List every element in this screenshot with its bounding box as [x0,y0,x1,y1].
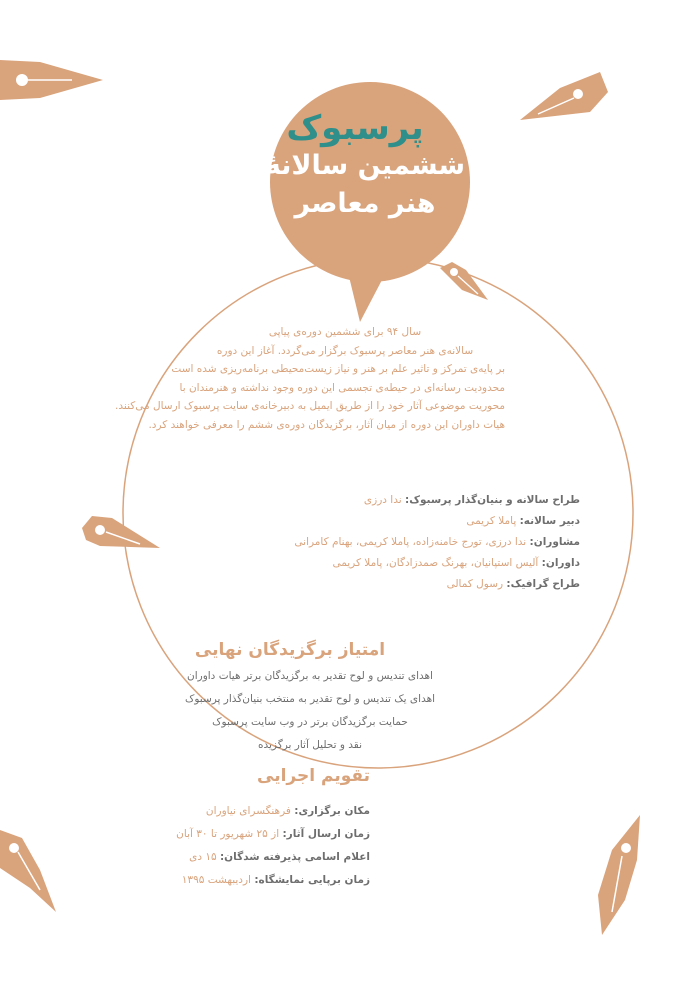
intro-line: محوریت موضوعی آثار خود را از طریق ایمیل به دبیرخانه‌ی سایت پرسبوک ارسال می‌کنند. [115,400,505,412]
pen-nib-icon-left-middle [82,516,160,548]
pen-nib-icon-circle-top [440,262,488,300]
credit-value: پاملا کریمی [466,515,517,527]
pen-nib-icon-top-right [520,72,608,120]
pen-nib-icon-top-left [0,60,103,100]
credit-row [320,490,580,511]
credit-row [320,553,580,574]
award-item: اهدای یک تندیس و لوح تقدیر به منتخب بنیان‌گذار پرسبوک [184,693,436,705]
schedule-row [160,846,370,869]
intro-line: سال ۹۴ برای ششمین دوره‌ی پیاپی [268,326,422,338]
schedule-value: از ۲۵ شهریور تا ۳۰ آبان [176,828,280,840]
pen-nib-icon-bottom-right [598,815,640,935]
schedule-row [160,823,370,846]
intro-paragraph [115,323,505,434]
credit-value: آلیس استپانیان، بهرنگ صمدزادگان، پاملا کریمی [332,557,539,569]
intro-line: محدودیت رسانه‌ای در حیطه‌ی تجسمی این دوره وجود نداشته و هنرمندان با [179,381,505,394]
award-item: اهدای تندیس و لوح تقدیر به برگزیدگان برتر هیات داوران [187,670,433,682]
credit-label: طراح سالانه و بنیان‌گذار پرسبوک: [405,494,580,506]
schedule-row [160,869,370,892]
schedule-value: ۱۵ دی [189,851,217,863]
schedule-heading: تقویم اجرایی [257,766,370,786]
intro-line: هیات داوران این دوره از میان آثار، برگزیدگان دوره‌ی ششم را معرفی خواهند کرد. [148,418,505,431]
awards-list [180,665,440,757]
brand-title: پرسبوک [286,108,424,148]
schedule-list [160,800,370,892]
schedule-label: مکان برگزاری: [294,805,370,817]
award-item: حمایت برگزیدگان برتر در وب سایت پرسبوک [212,716,408,728]
subtitle-line-2: هنر معاصر [294,188,436,219]
credit-row [294,532,580,553]
schedule-label: زمان برپایی نمایشگاه: [254,874,370,886]
intro-line: سالانه‌ی هنر معاصر پرسبوک برگزار می‌گردد. آغاز این دوره [216,344,474,357]
schedule-value: اردیبهشت ۱۳۹۵ [181,874,251,886]
credit-value: ندا درزی [363,494,402,506]
award-item: نقد و تحلیل آثار برگزیده [257,739,362,751]
awards-heading: امتیاز برگزیدگان نهایی [194,640,386,660]
credit-label: داوران: [541,557,580,569]
schedule-label: زمان ارسال آثار: [282,828,370,840]
credit-row [320,574,580,595]
schedule-label: اعلام اسامی پذیرفته شدگان: [219,851,370,863]
schedule-value: فرهنگسرای نیاوران [205,805,291,817]
credit-value: ندا درزی، تورج خامنه‌زاده، پاملا کریمی، بهنام کامرانی [294,536,527,548]
subtitle-line-1: ششمین سالانهٔ [264,150,466,181]
pen-nib-icon-bottom-left [0,830,56,912]
credit-value: رسول کمالی [446,578,504,590]
schedule-row [160,800,370,823]
credit-label: مشاوران: [529,536,580,548]
credit-row [320,511,580,532]
intro-line: بر پایه‌ی تمرکز و تاثیر علم بر هنر و نیاز زیست‌محیطی برنامه‌ریزی شده است [171,363,505,375]
credit-label: دبیر سالانه: [519,515,580,527]
credit-label: طراح گرافیک: [506,578,580,590]
credits-list [294,490,580,595]
